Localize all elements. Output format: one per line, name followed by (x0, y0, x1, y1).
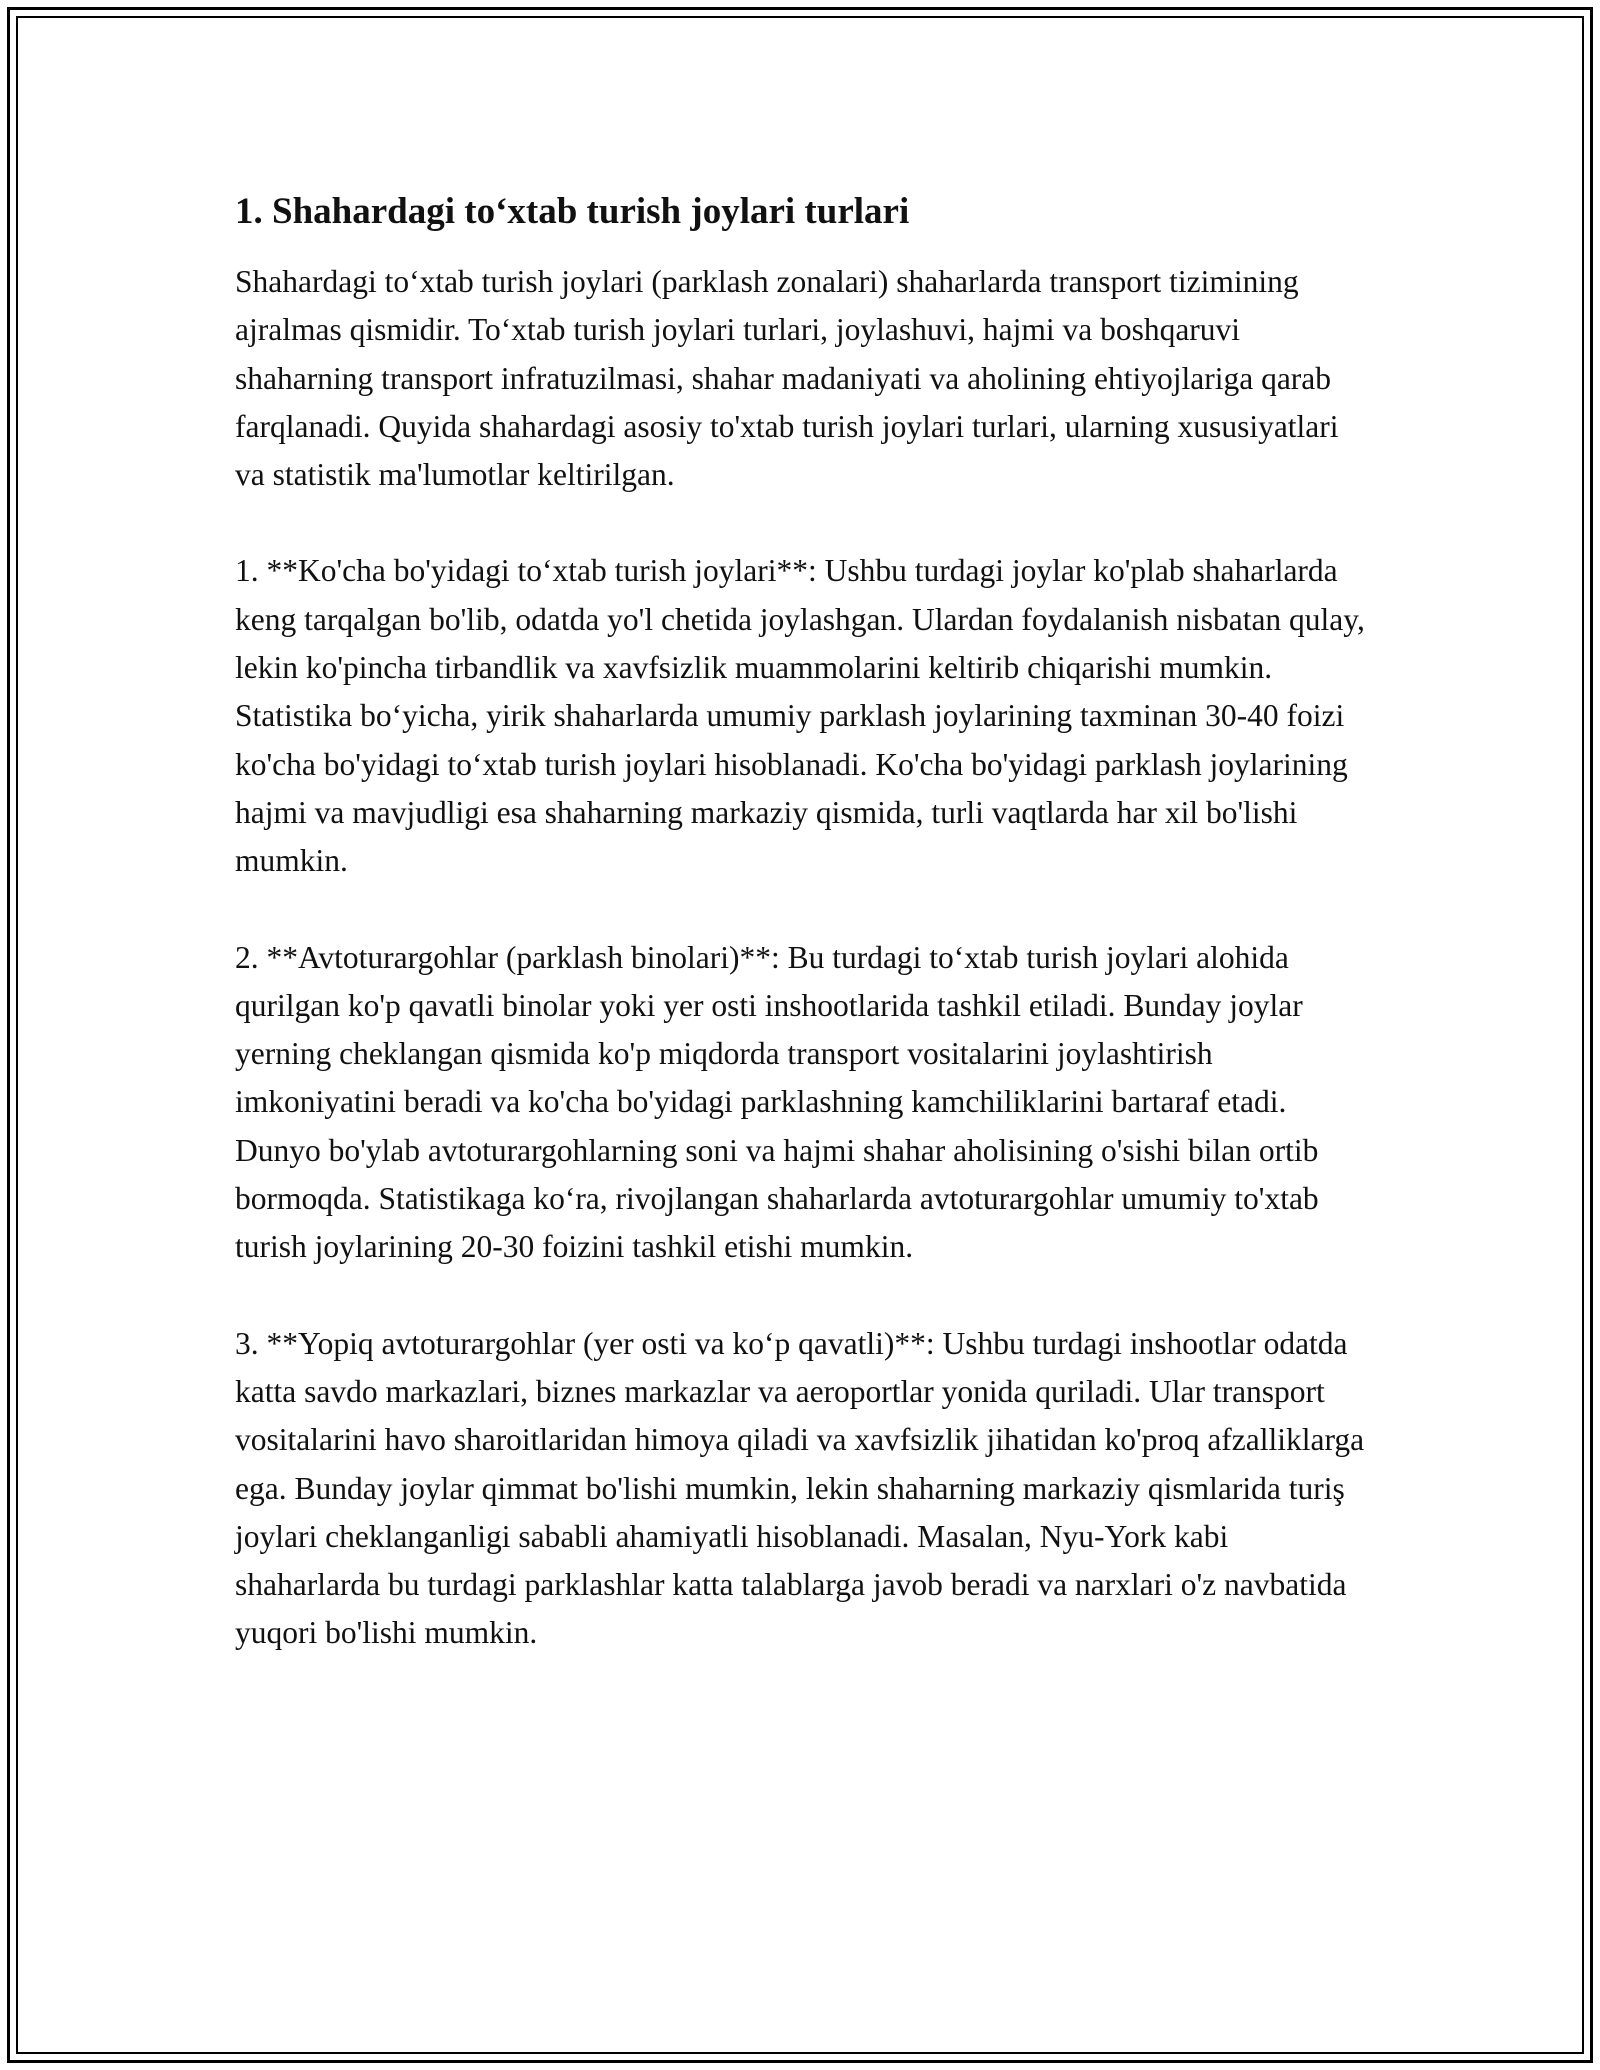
section-heading: 1. Shahardagi to‘xtab turish joylari turlari (235, 191, 910, 232)
paragraph-parking-buildings: 2. **Avtoturargohlar (parklash binolari)**: Bu turdagi to‘xtab turish joylari alohida qurilgan ko'p qavatli binolar yoki yer osti inshootlarida tashkil etiladi. Bunday joylar yerning cheklangan qismida ko'p miqdorda transport vositalarini joylashtirish imkoniyatini beradi va ko'cha bo'yidagi parklashning kamchiliklarini bartaraf etadi. Dunyo bo'ylab avtoturargohlarning soni va hajmi shahar aholisining o'sishi bilan ortib bormoqda. Statistikaga ko‘ra, rivojlangan shaharlarda avtoturargohlar umumiy to'xtab turish joylarining 20-30 foizini tashkil etishi mumkin. (235, 939, 1319, 1265)
intro-paragraph: Shahardagi to‘xtab turish joylari (parklash zonalari) shaharlarda transport tizimining ajralmas qismidir. To‘xtab turish joylari turlari, joylashuvi, hajmi va boshqaruvi shaharning transport infratuzilmasi, shahar madaniyati va aholining ehtiyojlariga qarab farqlanadi. Quyida shahardagi asosiy to'xtab turish joylari turlari, ularning xususiyatlari va statistik ma'lumotlar keltirilgan. (235, 264, 1339, 493)
paragraph-covered-parking: 3. **Yopiq avtoturargohlar (yer osti va ko‘p qavatli)**: Ushbu turdagi inshootlar odatda katta savdo markazlari, biznes markazlar va aeroportlar yonida quriladi. Ular transport vositalarini havo sharoitlaridan himoya qiladi va xavfsizlik jihatidan ko'proq afzalliklarga ega. Bunday joylar qimmat bo'lishi mumkin, lekin shaharning markaziy qismlarida turiş joylari cheklanganligi sababli ahamiyatli hisoblanadi. Masalan, Nyu-York kabi shaharlarda bu turdagi parklashlar katta talablarga javob beradi va narxlari o'z navbatida yuqori bo'lishi mumkin. (235, 1325, 1365, 1651)
paragraph-street-parking: 1. **Ko'cha bo'yidagi to‘xtab turish joylari**: Ushbu turdagi joylar ko'plab shaharlarda keng tarqalgan bo'lib, odatda yo'l chetida joylashgan. Ulardan foydalanish nisbatan qulay, lekin ko'pincha tirbandlik va xavfsizlik muammolarini keltirib chiqarishi mumkin. Statistika bo‘yicha, yirik shaharlarda umumiy parklash joylarining taxminan 30-40 foizi ko'cha bo'yidagi to‘xtab turish joylari hisoblanadi. Ko'cha bo'yidagi parklash joylarining hajmi va mavjudligi esa shaharning markaziy qismida, turli vaqtlarda har xil bo'lishi mumkin. (235, 553, 1365, 879)
document-body (235, 188, 1365, 1706)
